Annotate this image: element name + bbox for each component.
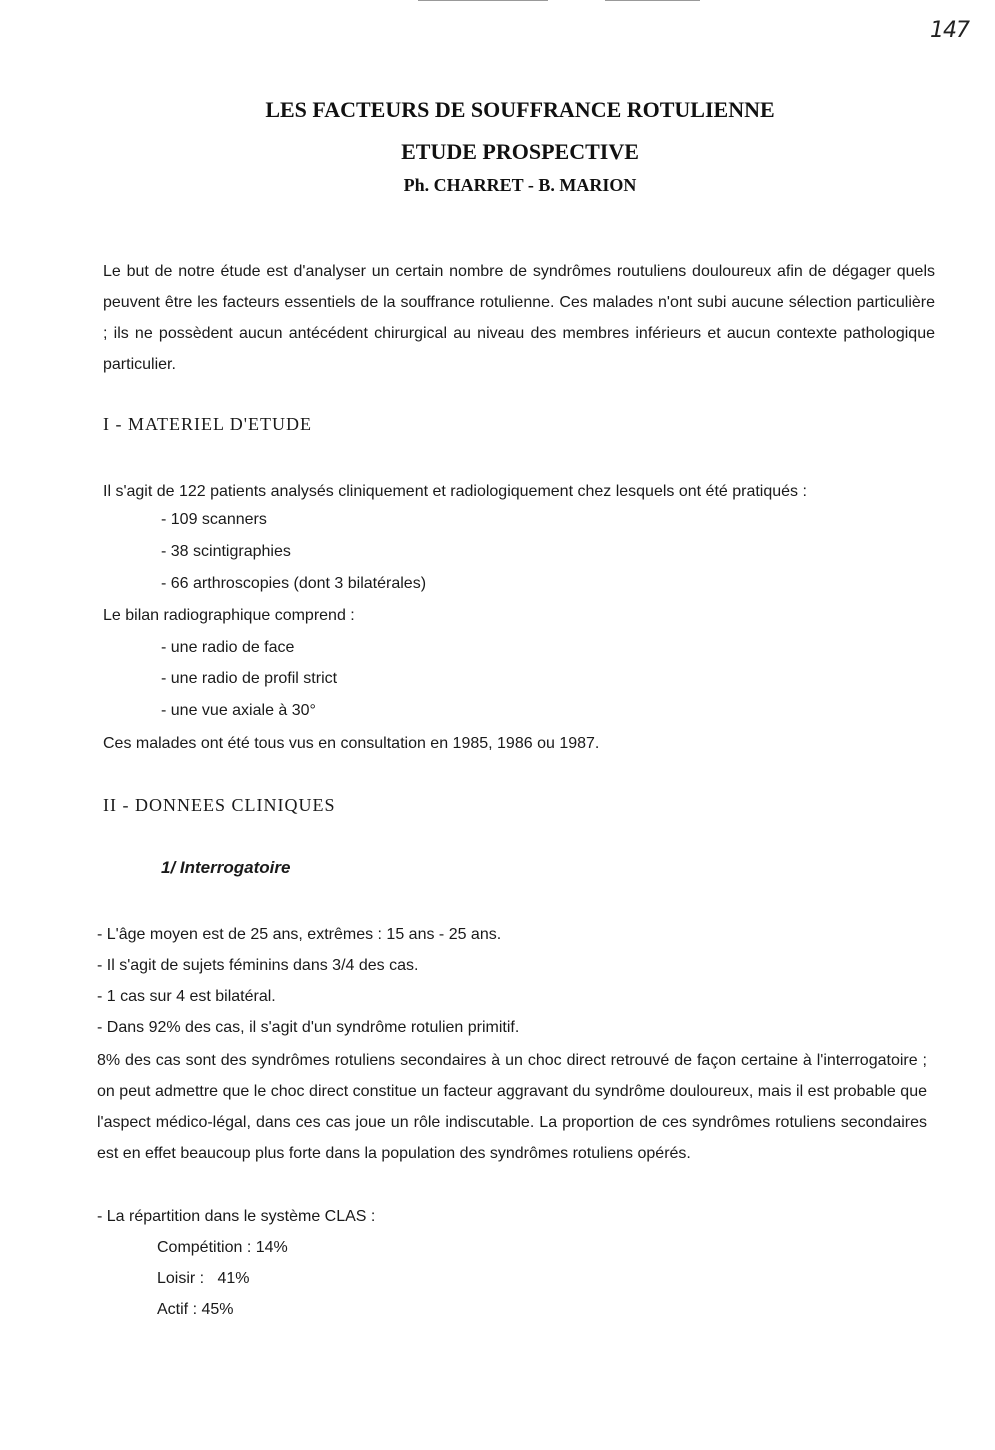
list-item: - 66 arthroscopies (dont 3 bilatérales) [161, 575, 427, 592]
secondary-syndromes-paragraph: 8% des cas sont des syndrômes rotuliens secondaires à un choc direct retrouvé de façon certaine à l'interrogatoire ; on peut admettre que le choc direct constitue un facteur aggravant du syndrôme douloureux, mais il est probable que l'aspect médico-légal, dans ces cas joue un rôle indiscutable. La proportion de ces syndrômes rotuliens secondaires est en effet beaucoup plus forte dans la population des syndrômes rotuliens opérés. [97, 1052, 927, 1162]
bilan-lead: Le bilan radiographique comprend : [103, 607, 355, 624]
list-item: - L'âge moyen est de 25 ans, extrêmes : 15 ans - 25 ans. [97, 926, 502, 943]
list-item: - Dans 92% des cas, il s'agit d'un syndrôme rotulien primitif. [97, 1019, 520, 1036]
list-item: - 38 scintigraphies [161, 543, 291, 560]
list-item: - une vue axiale à 30° [161, 702, 316, 719]
intro-paragraph: Le but de notre étude est d'analyser un certain nombre de syndrômes routuliens douloureux afin de dégager quels peuvent être les facteurs essentiels de la souffrance rotulienne. Ces malades n'ont subi aucune sélection particulière ; ils ne possèdent aucun antécédent chirurgical au niveau des membres inférieurs et aucun contexte pathologique particulier. [103, 263, 935, 373]
subheading-interrogatoire: 1/ Interrogatoire [161, 858, 291, 877]
authors: Ph. CHARRET - B. MARION [403, 175, 637, 195]
materiel-lead: Il s'agit de 122 patients analysés cliniquement et radiologiquement chez lesquels ont été pratiqués : [103, 483, 807, 500]
title-line-1: LES FACTEURS DE SOUFFRANCE ROTULIENNE [265, 97, 775, 122]
scan-mark [418, 0, 548, 1]
clas-lead: - La répartition dans le système CLAS : [97, 1208, 376, 1225]
list-item: - Il s'agit de sujets féminins dans 3/4 des cas. [97, 957, 419, 974]
list-item: Actif : 45% [157, 1301, 234, 1318]
list-item: - 1 cas sur 4 est bilatéral. [97, 988, 276, 1005]
title-line-2: ETUDE PROSPECTIVE [401, 139, 639, 164]
page-number: 147 [930, 18, 969, 43]
list-item: Loisir : 41% [157, 1270, 250, 1287]
materiel-closing: Ces malades ont été tous vus en consultation en 1985, 1986 ou 1987. [103, 735, 600, 752]
list-item: - une radio de face [161, 639, 295, 656]
list-item: Compétition : 14% [157, 1239, 288, 1256]
section-heading-cliniques: II - DONNEES CLINIQUES [103, 795, 336, 815]
list-item: - 109 scanners [161, 511, 267, 528]
list-item: - une radio de profil strict [161, 670, 338, 687]
scan-mark [605, 0, 700, 1]
title-block [0, 96, 995, 196]
section-heading-materiel: I - MATERIEL D'ETUDE [103, 414, 313, 434]
